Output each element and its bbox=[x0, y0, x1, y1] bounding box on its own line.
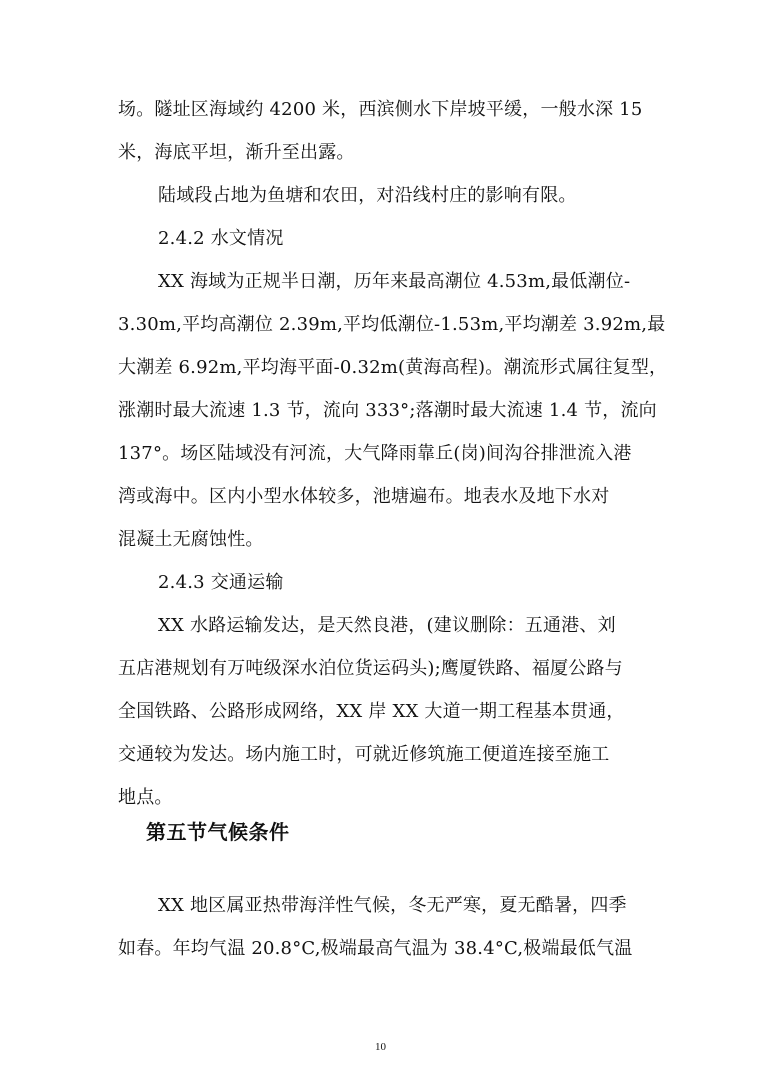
body-text-line: 3.30m,平均高潮位 2.39m,平均低潮位-1.53m,平均潮差 3.92m,最 bbox=[118, 314, 666, 335]
body-text-line: 大潮差 6.92m,平均海平面-0.32m(黄海高程)。潮流形式属往复型， bbox=[118, 357, 668, 378]
body-text-line: 米，海底平坦，渐升至出露。 bbox=[118, 142, 355, 163]
subsection-title-hydrology: 2.4.2 水文情况 bbox=[158, 228, 284, 249]
subsection-title-transport: 2.4.3 交通运输 bbox=[158, 572, 284, 593]
body-text-line: 陆域段占地为鱼塘和农田，对沿线村庄的影响有限。 bbox=[158, 185, 577, 206]
body-text-line: 五店港规划有万吨级深水泊位货运码头);鹰厦铁路、福厦公路与 bbox=[118, 658, 623, 679]
body-text-line: 地点。 bbox=[118, 787, 173, 808]
body-text-line: 湾或海中。区内小型水体较多，池塘遍布。地表水及地下水对 bbox=[118, 486, 610, 507]
section-heading-climate: 第五节气候条件 bbox=[146, 820, 290, 844]
body-text-line: 137°。场区陆域没有河流，大气降雨靠丘(岗)间沟谷排泄流入港 bbox=[118, 443, 632, 464]
body-text-line: 全国铁路、公路形成网络，XX 岸 XX 大道一期工程基本贯通， bbox=[118, 701, 625, 722]
body-text-line: 涨潮时最大流速 1.3 节，流向 333°;落潮时最大流速 1.4 节，流向 bbox=[118, 400, 657, 421]
body-text-line: 场。隧址区海域约 4200 米，西滨侧水下岸坡平缓，一般水深 15 bbox=[118, 99, 643, 120]
body-text-line: 如春。年均气温 20.8°C,极端最高气温为 38.4°C,极端最低气温 bbox=[118, 938, 633, 959]
page-number: 10 bbox=[375, 1041, 386, 1053]
body-text-line: XX 海域为正规半日潮，历年来最高潮位 4.53m,最低潮位- bbox=[158, 271, 631, 292]
body-text-line: 混凝土无腐蚀性。 bbox=[118, 529, 264, 550]
body-text-line: 交通较为发达。场内施工时，可就近修筑施工便道连接至施工 bbox=[118, 744, 610, 765]
body-text-line: XX 地区属亚热带海洋性气候，冬无严寒，夏无酷暑，四季 bbox=[158, 895, 627, 916]
body-text-line: XX 水路运输发达，是天然良港，(建议删除：五通港、刘 bbox=[158, 615, 616, 636]
